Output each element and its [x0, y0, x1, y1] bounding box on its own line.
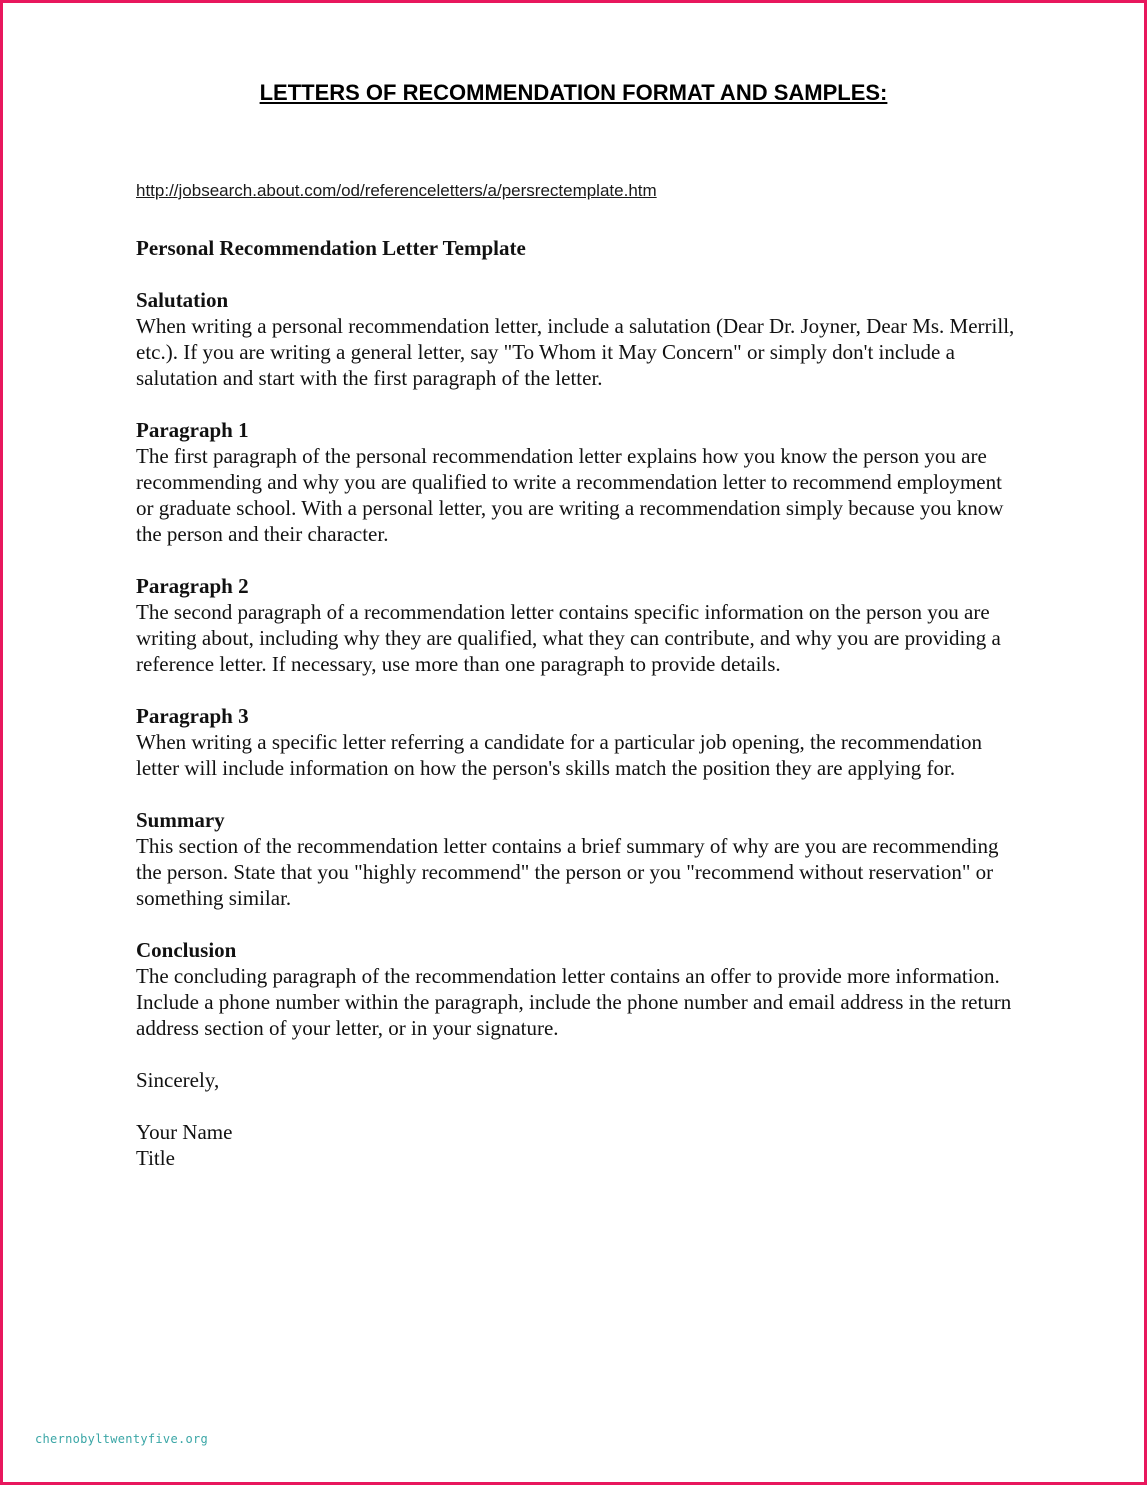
section-paragraph-1 [136, 417, 1016, 547]
letter-body [136, 235, 1016, 1171]
template-heading: Personal Recommendation Letter Template [136, 236, 526, 260]
section-paragraph-3 [136, 703, 1016, 781]
section-text: When writing a specific letter referring a candidate for a particular job opening, the recommendation letter will include information on how the person's skills match the position they are applying for. [136, 730, 983, 780]
section-heading: Salutation [136, 288, 229, 312]
signature-title: Title [136, 1146, 175, 1170]
section-paragraph-2 [136, 573, 1016, 677]
section-heading: Paragraph 1 [136, 418, 249, 442]
section-salutation [136, 287, 1016, 391]
section-text: The first paragraph of the personal recommendation letter explains how you know the person you are recommending and why you are qualified to write a recommendation letter to recommend employment or graduate school. With a personal letter, you are writing a recommendation simply because you know the person and their character. [136, 444, 1004, 546]
section-text: When writing a personal recommendation letter, include a salutation (Dear Dr. Joyner, Dear Ms. Merrill, etc.). If you are writing a general letter, say "To Whom it May Concern" or simply don't include a salutation and start with the first paragraph of the letter. [136, 314, 1015, 390]
section-text: This section of the recommendation letter contains a brief summary of why are you are recommending the person. State that you "highly recommend" the person or you "recommend without reservation" or something similar. [136, 834, 999, 910]
section-text: The concluding paragraph of the recommendation letter contains an offer to provide more information. Include a phone number within the paragraph, include the phone number and email address in the return address section of your letter, or in your signature. [136, 964, 1012, 1040]
closing-line: Sincerely, [136, 1068, 220, 1092]
section-heading: Paragraph 3 [136, 704, 249, 728]
watermark-text: chernobyltwentyfive.org [35, 1432, 209, 1446]
section-heading: Paragraph 2 [136, 574, 249, 598]
signature-name: Your Name [136, 1120, 233, 1144]
source-link[interactable]: http://jobsearch.about.com/od/referenceletters/a/persrectemplate.htm [136, 181, 657, 200]
section-conclusion [136, 937, 1016, 1041]
page-title: LETTERS OF RECOMMENDATION FORMAT AND SAMPLES: [259, 80, 888, 105]
section-text: The second paragraph of a recommendation letter contains specific information on the person you are writing about, including why they are qualified, what they can contribute, and why you are providing a reference letter. If necessary, use more than one paragraph to provide details. [136, 600, 1001, 676]
section-summary [136, 807, 1016, 911]
section-heading: Summary [136, 808, 225, 832]
section-heading: Conclusion [136, 938, 237, 962]
